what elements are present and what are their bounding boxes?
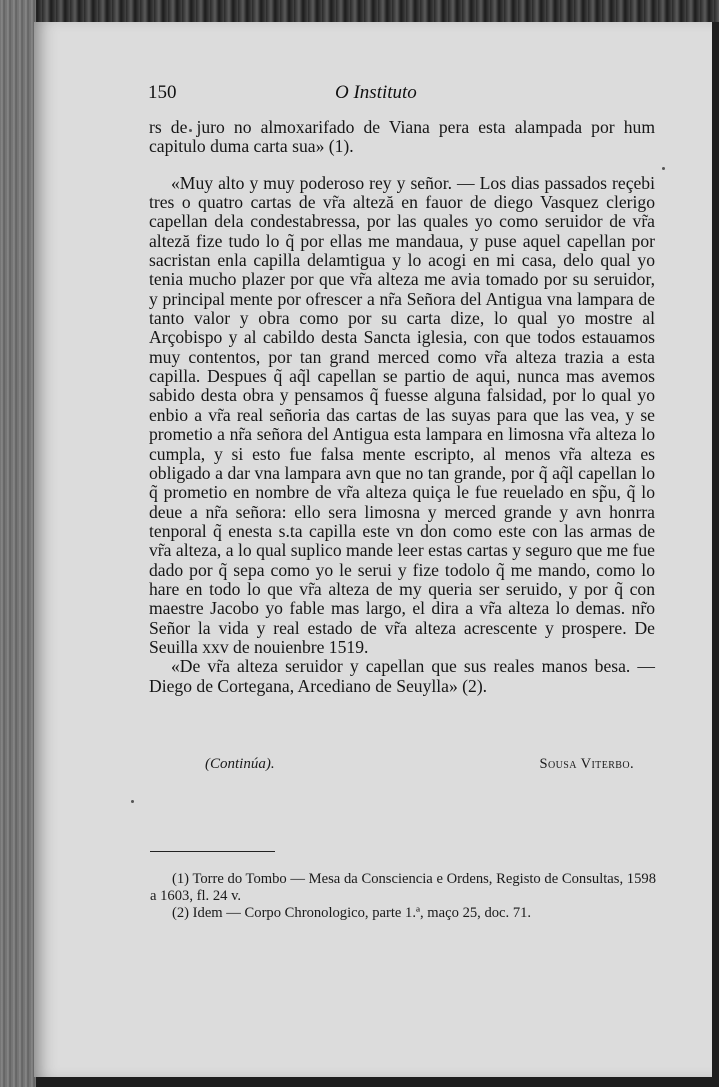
author-signature: Sousa Viterbo.: [539, 756, 634, 772]
footnote-rule: [150, 851, 275, 852]
footnotes: [150, 871, 656, 922]
paragraph: «De vr̃a alteza seruidor y capellan que sus reales manos besa. — Diego de Cortegana, Arcediano de Seuylla» (2).: [149, 656, 655, 696]
running-title: O Instituto: [335, 82, 417, 103]
book-top-edge: [0, 0, 719, 22]
page-number: 150: [148, 82, 177, 103]
page-header: [148, 82, 472, 108]
book-spine-edge: [0, 0, 36, 1087]
paragraph: «Muy alto y muy poderoso rey y señor. — Los dias passados reçebi tres o quatro cartas de vr̃a alteză en fauor de diego Vasquez clerigo capellan dela condestabressa, por las quales yo como seruidor de vr̃a alteză fize tudo lo q̃ por ellas me mandaua, y puse aquel capellan por sacristan enla capilla delamtigua y lo acogi en mi casa, delo qual yo tenia mucho plazer por que vr̃a alteza me avia tomado por su seruidor, y principal mente por ofrescer a nr̃a Señora del Antigua vna lampara de tanto valor y obra como por su carta dize, lo qual yo mostre al Arçobispo y al cabildo desta Sancta iglesia, con que todos estauamos muy contentos, por tan grand merced como vr̃a alteza trazia a esta capilla. Despues q̃ aq̃l capellan se partio de aqui, nunca mas avemos sabido desta obra y pensamos q̃ fuesse alguna falsidad, por lo qual yo enbio a vr̃a real señoria das cartas de las suyas para que las vea, y se prometio a nr̃a señora del Antigua esta lampara en limosna vr̃a alteza lo cumpla, y si esto fue falsa mente escripto, al menos vr̃a alteza es obligado a dar vna lampara avn que no tan grande, por q̃ aq̃l capellan lo q̃ prometio en nombre de vr̃a alteza quiça le fue reuelado en sp̃u, q̃ lo deue a nr̃a señora: ello sera limosna y merced grande y avn honrra tenporal q̃ enesta s.ta capilla este vn don como este con las armas de vr̃a alteza, a lo qual suplico mande leer estas cartas y seguro que me fue dado por q̃ sepa como yo le serui y fize todolo q̃ me mando, como lo hare en todo lo que vr̃a alteza de my queria ser seruido, y por q̃ con maestre Jacobo yo fable mas largo, el dira a vr̃a alteza lo demas. nr̃o Señor la vida y real estado de vr̃a alteza acrescente y prospere. De Seuilla xxv de nouienbre 1519.: [149, 172, 655, 657]
continuation-note: (Continúa).: [205, 756, 275, 772]
paragraph: rs de juro no almoxarifado de Viana pera esta alampada por hum capitulo duma carta sua» (1).: [149, 117, 655, 157]
ink-speck: [662, 167, 665, 170]
body-text: [149, 118, 655, 696]
footnote: (2) Idem — Corpo Chronologico, parte 1.ª, maço 25, doc. 71.: [172, 905, 532, 921]
footnote: (1) Torre do Tombo — Mesa da Consciencia e Ordens, Registo de Consultas, 1598 a 1603, fl. 24 v.: [150, 871, 656, 904]
ink-speck: [131, 800, 134, 803]
